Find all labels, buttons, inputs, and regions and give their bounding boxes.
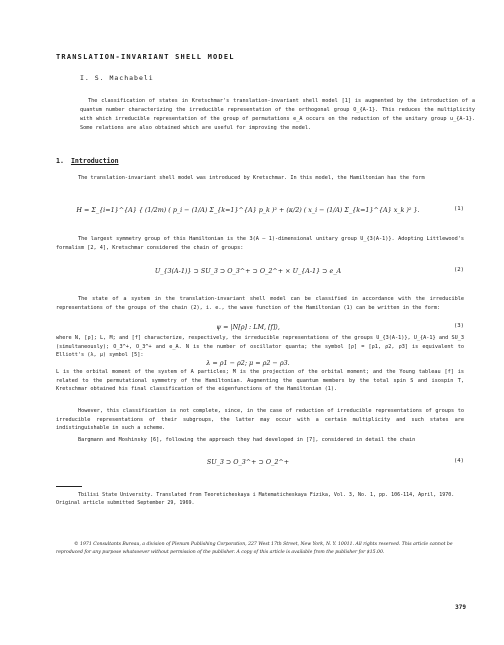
paragraph: The state of a system in the translation-invariant shell model can be classified in accordance with the irreducible representations of the groups of the chain (2), i. e., the wave function of the Hamiltonian (1) can be written in the form: — [56, 296, 464, 311]
equation-number: (1) — [453, 206, 464, 212]
equation-1 — [56, 206, 464, 222]
equation-number: (2) — [453, 267, 464, 273]
author-name: I. S. Machabeli — [80, 74, 154, 82]
paragraph: The largest symmetry group of this Hamiltonian is the 3(A – 1)-dimensional unitary group U_{3(A-1)}. Adopting Littlewood's formalism [2, 4], Kretschmar considered the chain of groups: — [56, 236, 464, 251]
paper-title: TRANSLATION-INVARIANT SHELL MODEL — [56, 53, 235, 61]
equation-2 — [56, 267, 464, 283]
copyright-notice: © 1971 Consultants Bureau, a division of Plenum Publishing Corporation, 227 West 17th Street, New York, N. Y. 10011. All rights reserved. This article cannot be reproduced for any purpose whatsoever without permission of the publisher. A copy of this article is available from the publisher for $15.00. — [56, 542, 453, 555]
page-number: 379 — [455, 604, 466, 611]
section-number: 1. — [56, 157, 64, 165]
equation-number: (3) — [453, 323, 464, 329]
section-heading — [56, 157, 119, 165]
equation-number: (4) — [453, 458, 464, 464]
paragraph: However, this classification is not complete, since, in the case of reduction of irreducible representations of groups to irreducible representations of their subgroups, the latter may occur with a certain multiplicity and such states are indistinguishable in such a scheme. — [56, 408, 464, 432]
equation-4 — [56, 458, 464, 474]
paragraph: L is the orbital moment of the system of A particles; M is the projection of the orbital moment; and the Young tableau [f] is related to the permutational symmetry of the Hamiltonian. Augmenting the quantum members by the total spin S and isospin T, Kretschmar obtained his final classification of the eigenfunctions of the Hamiltonian (1). — [56, 369, 464, 393]
section-title: Introduction — [70, 157, 119, 165]
equation-text: U_{3(A-1)} ⊃ SU_3 ⊃ O_3^+ ⊃ O_2^+ × U_{A-1} ⊃ e_A — [154, 267, 342, 275]
abstract: The classification of states in Kretschmar's translation-invariant shell model [1] is augmented by the introduction of a quantum number characterizing the irreducible representation of the orthogonal group O_{A-1}. This reduces the multiplicity with which irreducible representation of the group of permutations e_A occurs on the reduction of the unitary group u_{A-1}. Some relations are also obtained which are useful for improving the model. — [80, 98, 475, 131]
equation-text: ψ = |N[ρ] : LM, [f]⟩, — [216, 323, 280, 331]
paragraph: Bargmann and Moshinsky [6], following the approach they had developed in [7], considered in detail the chain — [78, 437, 416, 443]
equation-text: SU_3 ⊃ O_3^+ ⊃ O_2^+ — [206, 458, 290, 466]
paragraph: where N, [ρ]; L, M; and [f] characterize, respectively, the irreducible representations of the groups U_{3(A-1)}, U_{A-1} and SU_3 (simultaneously); O_3^+, O_3^+ and e_A. N is the number of oscillator quanta; the symbol [ρ] = [ρ1, ρ2, ρ3] is equivalent to Elliott's (λ, μ) symbol [5]: — [56, 335, 464, 359]
footnote-rule — [56, 486, 82, 487]
footnote: Tbilisi State University. Translated from Teoreticheskaya i Matematicheskaya Fizika, Vol. 3, No. 1, pp. 106-114, April, 1970. Original article submitted September 29, 1969. — [56, 492, 455, 507]
equation-text: H = Σ_{i=1}^{A} { (1/2m) ( p_i − (1/A) Σ_{k=1}^{A} p_k )² + (κ/2) ( x_i − (1/A) Σ_{k=1}^{A} x_k )² }. — [76, 206, 420, 214]
equation-text: λ = ρ1 − ρ2; μ = ρ2 − ρ3. — [206, 359, 290, 367]
paragraph: The translation-invariant shell model was introduced by Kretschmar. In this model, the Hamiltonian has the form — [78, 175, 425, 181]
